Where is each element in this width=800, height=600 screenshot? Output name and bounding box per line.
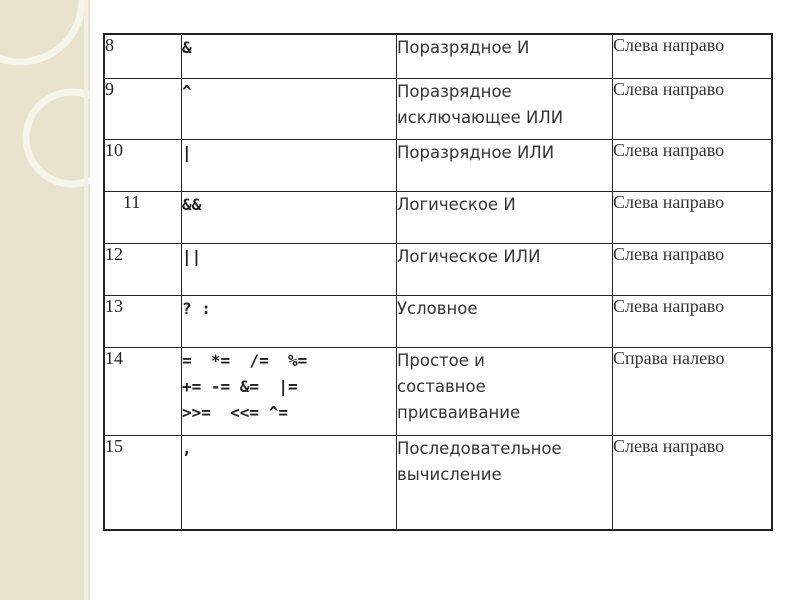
priority-cell [104, 139, 182, 191]
associativity-value: Слева направо [613, 78, 725, 99]
operator-value: ? : [182, 298, 211, 318]
operator-cell [182, 435, 397, 530]
operator-value: || [182, 246, 202, 266]
priority-value: 9 [105, 78, 114, 99]
description-cell [397, 347, 613, 435]
associativity-cell [613, 243, 773, 295]
associativity-value: Слева направо [613, 295, 725, 316]
associativity-value: Справа налево [613, 347, 725, 368]
priority-cell [104, 435, 182, 530]
table-row [104, 347, 772, 435]
description-value: Поразрядное ИЛИ [397, 142, 555, 162]
associativity-cell [613, 295, 773, 347]
table-row [104, 435, 772, 530]
description-cell [397, 34, 613, 78]
associativity-cell [613, 78, 773, 139]
operator-cell [182, 243, 397, 295]
associativity-value: Слева направо [613, 435, 725, 456]
operator-value: , [182, 438, 192, 458]
decorative-ring-top [0, 0, 82, 62]
operator-value: ^ [182, 81, 192, 101]
associativity-cell [613, 139, 773, 191]
description-cell [397, 139, 613, 191]
priority-value: 12 [105, 243, 123, 264]
operator-cell [182, 295, 397, 347]
priority-value: 15 [105, 435, 123, 456]
operator-value: = *= /= %= += -= &= |= >>= <<= ^= [182, 350, 308, 422]
operator-cell [182, 34, 397, 78]
priority-cell [104, 78, 182, 139]
description-value: Логическое ИЛИ [397, 246, 541, 266]
associativity-value: Слева направо [613, 243, 725, 264]
priority-value: 8 [105, 35, 114, 55]
description-cell [397, 78, 613, 139]
table-row [104, 243, 772, 295]
side-band-stripe [84, 0, 88, 600]
operator-cell [182, 139, 397, 191]
associativity-cell [613, 34, 773, 78]
description-value: Поразрядное исключающее ИЛИ [397, 81, 564, 127]
associativity-value: Слева направо [613, 191, 725, 212]
description-cell [397, 435, 613, 530]
priority-cell [104, 243, 182, 295]
table-row [104, 139, 772, 191]
associativity-value: Слева направо [613, 35, 725, 55]
associativity-cell [613, 435, 773, 530]
priority-cell [104, 34, 182, 78]
table-row [104, 191, 772, 243]
operator-cell [182, 347, 397, 435]
operator-value: & [182, 38, 192, 57]
table-row [104, 34, 772, 78]
associativity-cell [613, 347, 773, 435]
description-cell [397, 243, 613, 295]
description-value: Поразрядное И [397, 38, 530, 57]
description-cell [397, 191, 613, 243]
decorative-side-band [0, 0, 90, 600]
description-value: Логическое И [397, 194, 516, 214]
priority-value: 14 [105, 347, 123, 368]
description-value: Последовательное вычисление [397, 438, 562, 484]
operator-cell [182, 191, 397, 243]
priority-value: 13 [105, 295, 123, 316]
description-cell [397, 295, 613, 347]
operator-precedence-table [103, 33, 773, 531]
priority-cell [104, 347, 182, 435]
description-value: Условное [397, 298, 478, 318]
operator-value: | [182, 142, 192, 162]
priority-value: 11 [123, 191, 141, 212]
description-value: Простое и составное присваивание [397, 350, 521, 422]
table-row [104, 295, 772, 347]
operator-value: && [182, 194, 202, 214]
table-row [104, 78, 772, 139]
decorative-ring-middle [26, 92, 90, 184]
associativity-cell [613, 191, 773, 243]
priority-cell [104, 295, 182, 347]
decorative-rings [0, 0, 90, 600]
priority-cell [104, 191, 182, 243]
operator-cell [182, 78, 397, 139]
priority-value: 10 [105, 139, 123, 160]
associativity-value: Слева направо [613, 139, 725, 160]
